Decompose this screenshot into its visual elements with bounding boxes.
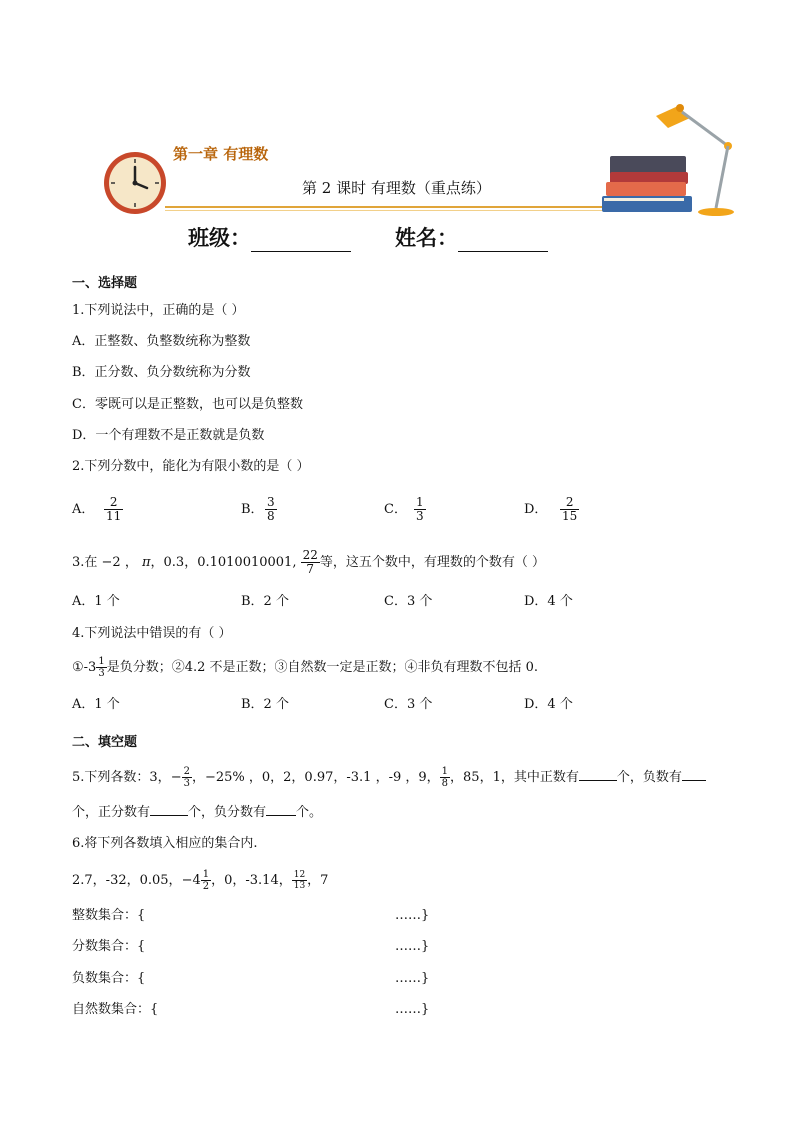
fraction [201, 869, 211, 892]
chapter-title: 第一章 有理数 [173, 145, 269, 163]
class-label: 班级： [188, 225, 251, 250]
set-integer-end: ……} [395, 908, 430, 923]
q2-option-a [72, 496, 123, 523]
fraction [104, 496, 123, 523]
q1-stem: 1.下列说法中，正确的是（ ） [72, 303, 245, 318]
set-negative-label: 负数集合：{ [72, 971, 146, 986]
mixed-number-whole: −4 [181, 873, 201, 888]
clock-icon [102, 150, 168, 216]
q4-option-b: B．2 个 [241, 697, 289, 712]
q2-option-label: B． [241, 501, 264, 517]
q2-stem: 2.下列分数中，能化为有限小数的是（ ） [72, 459, 310, 474]
numerator: 1 [202, 869, 210, 880]
section-choice-title: 一、选择题 [72, 276, 138, 291]
answer-blank[interactable] [579, 768, 617, 781]
q2-option-b [241, 496, 277, 523]
q2-option-label: D． [524, 501, 548, 517]
mixed-number-whole: -3 [83, 660, 97, 675]
denominator: 3 [416, 509, 424, 523]
q1-option-c: C．零既可以是正整数，也可以是负整数 [72, 397, 303, 412]
fraction [182, 766, 192, 789]
numerator: 1 [416, 495, 424, 509]
numerator: 22 [302, 548, 318, 562]
denominator: 11 [106, 509, 122, 523]
q3-text-pre: 3.在 −2 ， [72, 555, 138, 570]
numerator: 3 [267, 495, 275, 509]
denominator: 2 [202, 881, 210, 892]
numerator: 2 [104, 496, 123, 510]
circled-number: ① [72, 660, 84, 675]
fraction [560, 496, 579, 523]
q5-line2-a: 个，正分数有 [72, 805, 151, 820]
denominator: 15 [562, 509, 578, 523]
q6-text-c: ，7 [307, 873, 329, 888]
q5-text-d: 个，负数有 [616, 770, 682, 785]
q2-option-d [524, 496, 579, 523]
q5-line2-b: 个，负分数有 [188, 805, 267, 820]
denominator: 3 [98, 668, 105, 679]
set-fraction-end: ……} [395, 939, 430, 954]
denominator: 3 [183, 778, 190, 789]
fraction [96, 656, 106, 679]
name-field [395, 222, 548, 252]
set-integer-label: 整数集合：{ [72, 908, 146, 923]
numerator: 1 [98, 656, 105, 667]
denominator: 8 [441, 778, 449, 789]
fraction [440, 766, 450, 789]
section-fill-title: 二、填空题 [72, 735, 138, 750]
q3-text-post: 等，这五个数中，有理数的个数有（ ） [319, 555, 546, 570]
q4-text-rest: 是负分数；②4.2 不是正数；③自然数一定是正数；④非负有理数不包括 0. [106, 660, 539, 675]
numerator: 12 [293, 870, 306, 880]
q1-option-a: A．正整数、负整数统称为整数 [72, 334, 251, 349]
q3-stem [72, 549, 545, 576]
name-blank[interactable] [458, 231, 548, 252]
q4-statements [72, 656, 538, 679]
answer-blank[interactable] [682, 768, 706, 781]
q6-text-b: ，0，-3.14， [211, 873, 292, 888]
q2-option-c [384, 496, 426, 523]
q3-option-b: B．2 个 [241, 594, 289, 609]
q3-option-a: A．1 个 [72, 594, 120, 609]
header-line-light [165, 210, 605, 211]
q2-option-label: C． [384, 501, 407, 517]
class-field [188, 222, 351, 252]
q4-option-d: D．4 个 [524, 697, 573, 712]
q2-option-label: A． [72, 501, 95, 517]
lesson-title: 第 2 课时 有理数（重点练） [302, 179, 491, 197]
class-blank[interactable] [251, 231, 351, 252]
q1-option-d: D．一个有理数不是正数就是负数 [72, 428, 265, 443]
q5-text-b: ，−25% ，0，2，0.97，-3.1 ，-9 ，9， [191, 770, 440, 785]
denominator: 8 [267, 509, 275, 523]
set-natural-end: ……} [395, 1002, 430, 1017]
q5-text-c: ，85，1，其中正数有 [450, 770, 579, 785]
answer-blank[interactable] [266, 803, 296, 816]
pi-symbol: π [141, 555, 151, 570]
numerator: 1 [441, 766, 449, 777]
q6-numbers [72, 869, 328, 892]
set-natural-label: 自然数集合：{ [72, 1002, 159, 1017]
minus-sign: − [170, 770, 182, 785]
q1-option-b: B．正分数、负分数统称为分数 [72, 365, 251, 380]
books-and-lamp-icon [598, 96, 744, 220]
q5-line2-c: 个。 [296, 805, 323, 820]
numerator: 2 [183, 766, 190, 777]
denominator: 7 [306, 562, 315, 576]
name-label: 姓名： [395, 225, 458, 250]
q3-text-mid: ，0.3，0.1010010001, [150, 555, 297, 570]
header-line [165, 206, 605, 208]
answer-blank[interactable] [150, 803, 188, 816]
fraction [265, 496, 277, 523]
denominator: 13 [293, 881, 306, 891]
numerator: 2 [560, 496, 579, 510]
set-fraction-label: 分数集合：{ [72, 939, 146, 954]
q5-text-a: 5.下列各数：3， [72, 770, 171, 785]
q5-line1 [72, 766, 706, 789]
q4-option-c: C．3 个 [384, 697, 433, 712]
fraction [301, 549, 320, 576]
q6-stem: 6.将下列各数填入相应的集合内. [72, 836, 258, 851]
q3-option-d: D．4 个 [524, 594, 573, 609]
fraction [414, 496, 426, 523]
fraction [292, 870, 307, 891]
q6-text-a: 2.7，-32，0.05， [72, 873, 182, 888]
set-negative-end: ……} [395, 971, 430, 986]
q4-option-a: A．1 个 [72, 697, 120, 712]
q4-stem: 4.下列说法中错误的有（ ） [72, 626, 232, 641]
q5-line2 [72, 803, 322, 821]
q3-option-c: C．3 个 [384, 594, 433, 609]
